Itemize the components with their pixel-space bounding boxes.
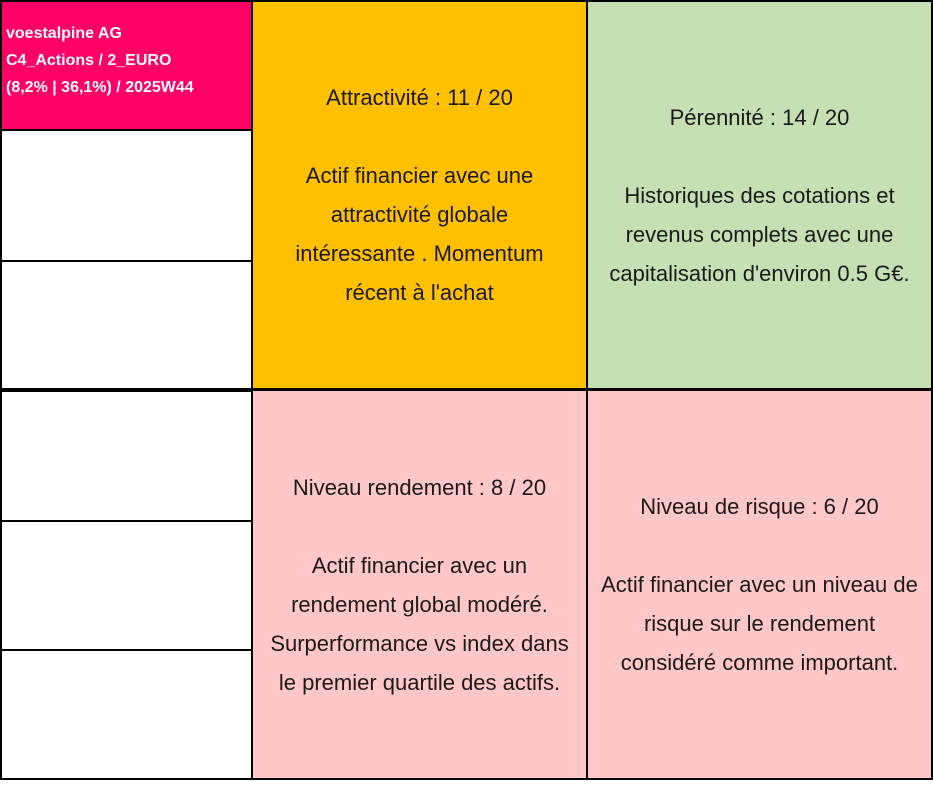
empty-cell-3 — [2, 389, 251, 520]
rendement-description: Actif financier avec un rendement global modéré. Surperformance vs index dans le premier quartile des actifs. — [270, 552, 569, 695]
asset-company-name: voestalpine AG — [6, 25, 122, 42]
attractivite-description: Actif financier avec une attractivité globale intéressante . Momentum récent à l'achat — [295, 163, 544, 305]
empty-cell-4 — [2, 520, 251, 649]
empty-cell-2 — [2, 260, 251, 389]
risque-panel — [588, 391, 931, 778]
risque-heading: Niveau de risque : 6 / 20 — [640, 494, 879, 519]
empty-cell-5 — [2, 649, 251, 778]
asset-meta: (8,2% | 36,1%) / 2025W44 — [6, 79, 194, 96]
rendement-panel — [253, 391, 586, 778]
attractivite-heading: Attractivité : 11 / 20 — [326, 85, 513, 110]
asset-category: C4_Actions / 2_EURO — [6, 52, 172, 69]
perennite-heading: Pérennité : 14 / 20 — [669, 104, 850, 130]
perennite-description: Historiques des cotations et revenus complets avec une capitalisation d'environ 0.5 G€. — [609, 182, 910, 286]
attractivite-panel — [253, 2, 586, 388]
rendement-heading: Niveau rendement : 8 / 20 — [292, 474, 547, 500]
perennite-panel — [588, 2, 931, 388]
risque-description: Actif financier avec un niveau de risque sur le rendement considéré comme important. — [601, 572, 918, 675]
asset-title-cell — [2, 2, 251, 129]
grid-divider-horizontal — [0, 388, 933, 391]
empty-cell-1 — [2, 129, 251, 260]
